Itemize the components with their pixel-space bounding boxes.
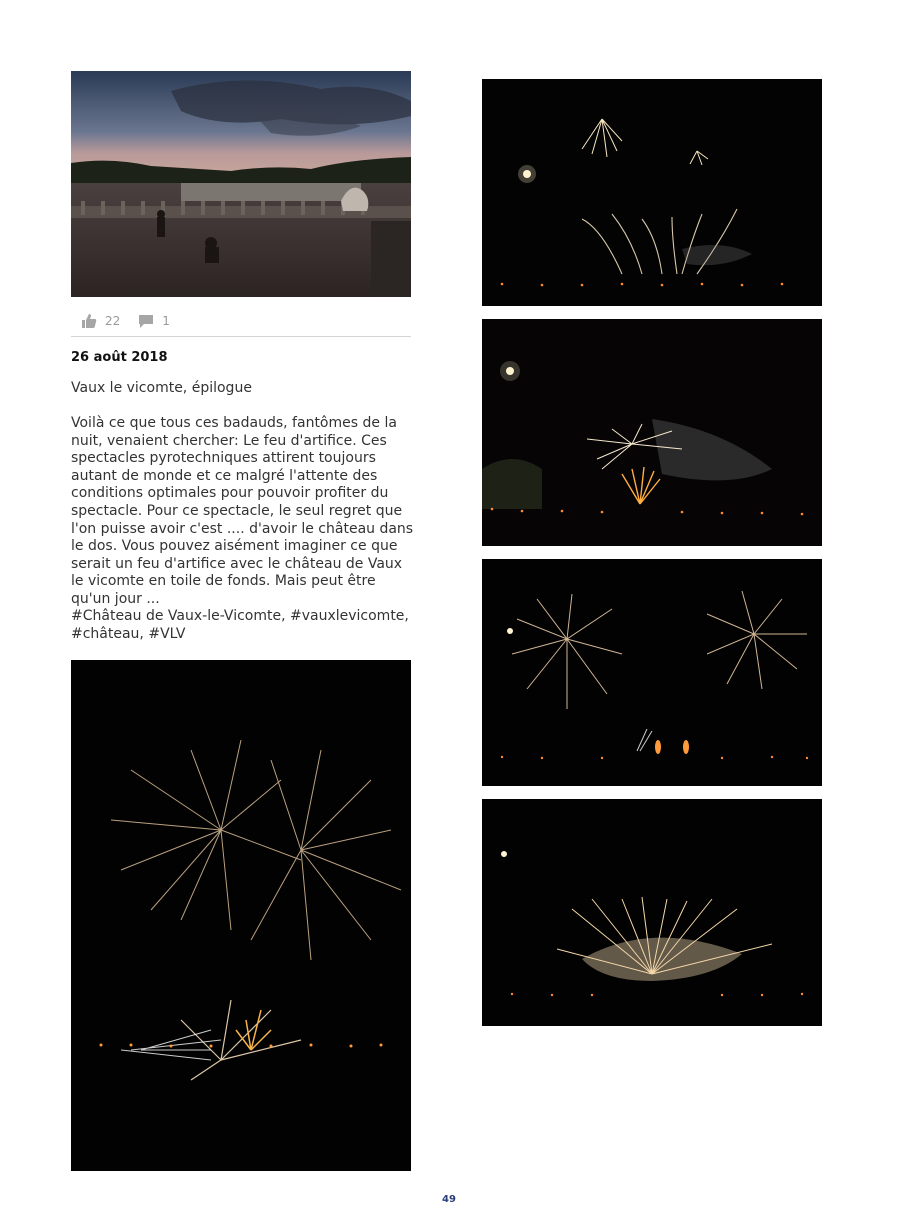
page-number: 49 xyxy=(442,1194,456,1205)
photo-fireworks-3 xyxy=(482,559,822,786)
post-tags: #Château de Vaux-le-Vicomte, #vauxlevicomte, #château, #VLV xyxy=(71,608,409,642)
photo-fireworks-2 xyxy=(482,319,822,546)
post-body xyxy=(71,415,416,609)
post-body-text: Voilà ce que tous ces badauds, fantômes de la nuit, venaient chercher: Le feu d'artifice. Ces spectacles pyrotechniques attirent toujours autant de monde et ce malgré l'attente des conditions optimales pour pouvoir profiter du spectacle. Pour ce spectacle, le seul regret que l'on puisse avoir c'est .... d'avoir le château dans le dos. Vous pouvez aisément imaginer ce que serait un feu d'artifice avec le château de Vaux le vicomte en toile de fonds. Mais peut être qu'un jour ... xyxy=(71,415,414,607)
photo-fireworks-tall xyxy=(71,660,411,1171)
post-title: Vaux le vicomte, épilogue xyxy=(71,380,252,396)
speech-bubble-icon[interactable] xyxy=(138,313,154,329)
thumbs-up-icon[interactable] xyxy=(81,313,97,329)
photo-fireworks-4 xyxy=(482,799,822,1026)
comment-count: 1 xyxy=(162,314,170,328)
like-count: 22 xyxy=(105,314,121,328)
post-date: 26 août 2018 xyxy=(71,350,168,365)
post-stats-bar xyxy=(71,306,411,337)
photo-dusk-garden xyxy=(71,71,411,297)
photo-fireworks-1 xyxy=(482,79,822,306)
